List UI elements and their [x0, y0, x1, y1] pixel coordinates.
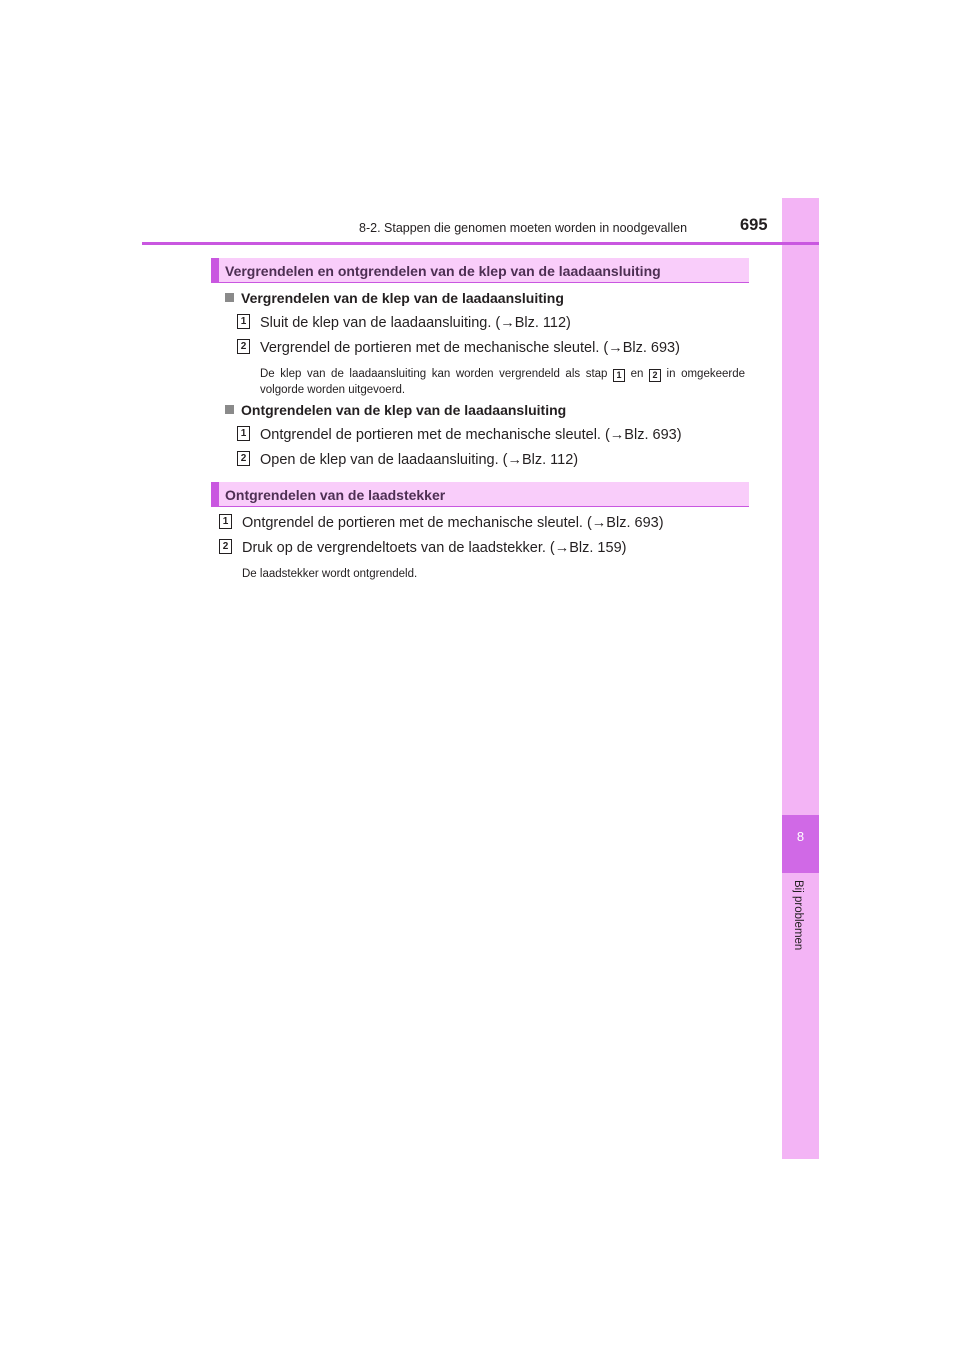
- chapter-number: 8: [796, 829, 805, 844]
- step-text: Vergrendel de portieren met de mechanische sleutel. (→Blz. 693): [260, 340, 680, 356]
- section-title-2: Ontgrendelen van de laadstekker: [225, 487, 446, 503]
- step-number-box: 2: [237, 339, 250, 354]
- bullet-square-icon: [225, 293, 234, 302]
- step-number-box: 1: [237, 314, 250, 329]
- step-number-box: 2: [219, 539, 232, 554]
- subheading-lock: [225, 290, 564, 306]
- subheading-unlock: [225, 402, 566, 418]
- step-text: Sluit de klep van de laadaansluiting. (→Blz. 112): [260, 315, 571, 331]
- bullet-square-icon: [225, 405, 234, 414]
- chapter-title: 8-2. Stappen die genomen moeten worden in noodgevallen: [359, 221, 688, 235]
- chapter-label: Bij problemen: [792, 880, 804, 951]
- inline-step-box: 2: [649, 369, 661, 382]
- step-number-box: 1: [237, 426, 250, 441]
- inline-step-box: 1: [613, 369, 625, 382]
- section-title-1: Vergrendelen en ontgrendelen van de klep van de laadaansluiting: [225, 263, 661, 279]
- step-text: Ontgrendel de portieren met de mechanische sleutel. (→Blz. 693): [260, 427, 682, 443]
- step-text: Druk op de vergrendeltoets van de laadstekker. (→Blz. 159): [242, 540, 627, 556]
- note-text: en: [630, 368, 644, 380]
- page-number: 695: [740, 216, 768, 234]
- step-number-box: 2: [237, 451, 250, 466]
- step-text: Ontgrendel de portieren met de mechanische sleutel. (→Blz. 693): [242, 515, 664, 531]
- step-number-box: 1: [219, 514, 232, 529]
- chapter-number-box: [782, 815, 819, 873]
- note-lock: [260, 366, 745, 398]
- note-text: De klep van de laadaansluiting kan worden vergrendeld als stap: [260, 368, 608, 380]
- step-text: Open de klep van de laadaansluiting. (→Blz. 112): [260, 452, 579, 468]
- chapter-side-tab: [782, 198, 819, 1159]
- note-text: in omgekeerde volgorde worden uitgevoerd.: [260, 368, 745, 396]
- subheading-unlock-text: Ontgrendelen van de klep van de laadaansluiting: [241, 402, 567, 418]
- subheading-lock-text: Vergrendelen van de klep van de laadaansluiting: [241, 290, 564, 306]
- note-plug: De laadstekker wordt ontgrendeld.: [242, 568, 418, 580]
- header-rule: [142, 242, 819, 245]
